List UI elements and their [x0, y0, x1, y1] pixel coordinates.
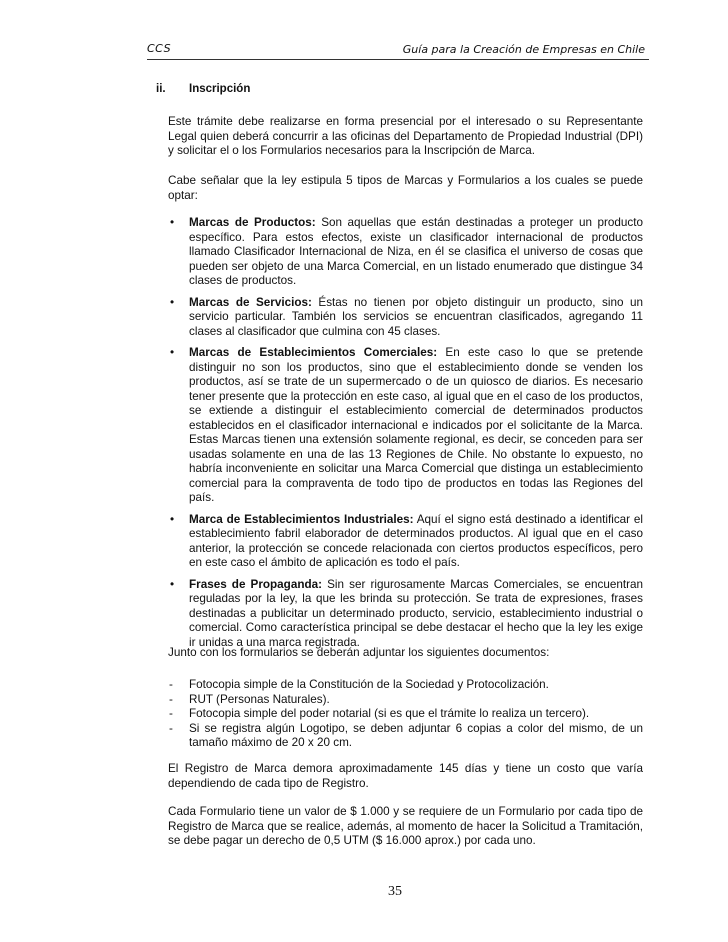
- document-text: RUT (Personas Naturales).: [189, 692, 330, 706]
- bullet-text: Son aquellas que están destinadas a proteger un producto específico. Para estos efectos, existe un clasificador internacional de productos llamado Clasificador Internacional de Niza, en él se clasifica el universo de cosas que pueden ser objeto de una Marca Comercial, en un listado enumerado que distingue 34 clases de productos.: [189, 216, 643, 287]
- header-title: Guía para la Creación de Empresas en Chile: [402, 43, 645, 56]
- page-number: 35: [388, 884, 402, 899]
- page-header: [147, 41, 649, 60]
- documents-list: [168, 678, 643, 751]
- document-text: Fotocopia simple de la Constitución de la Sociedad y Protocolización.: [189, 678, 549, 691]
- types-intro-paragraph: Cabe señalar que la ley estipula 5 tipos de Marcas y Formularios a los cuales se puede optar:: [168, 174, 643, 202]
- bullet-text: Sin ser rigurosamente Marcas Comerciales, se encuentran reguladas por la ley, la que les brinda su protección. Se trata de expresiones, frases destinadas a publicitar un determinado producto, servicio, establecimiento industrial o comercial. Como característica principal se debe destacar el hecho que la ley les exige ir unidas a una marca registrada.: [189, 577, 643, 649]
- list-item: [168, 296, 643, 340]
- section-heading: [156, 82, 250, 97]
- bullet-marker: •: [170, 512, 175, 526]
- bullet-text: Éstas no tienen por objeto distinguir un producto, sino un servicio particular. También los servicios se encuentran clasificados, agregando 11 clases al clasificador que culmina con 45 clases.: [189, 295, 643, 338]
- section-number: ii.: [156, 83, 166, 95]
- bullet-term: Marca de Establecimientos Industriales:: [189, 512, 414, 526]
- bullet-marker: •: [170, 577, 175, 591]
- document-text: Fotocopia simple del poder notarial (si es que el trámite lo realiza un tercero).: [189, 707, 590, 720]
- brand-types-list: [168, 216, 643, 657]
- bullet-text: Aquí el signo está destinado a identificar el establecimiento fabril elaborador de determinados productos. Al igual que en el caso anterior, la protección se concede relacionada con ciertos productos específicos, pero en este caso el ámbito de aplicación es todo el país.: [189, 512, 643, 569]
- documents-intro-paragraph: Junto con los formularios se deberán adjuntar los siguientes documentos:: [168, 646, 550, 659]
- bullet-term: Marcas de Establecimientos Comerciales:: [189, 346, 438, 359]
- dash-marker: -: [169, 678, 173, 691]
- bullet-marker: •: [170, 216, 175, 229]
- list-item: [168, 707, 643, 722]
- registration-time-paragraph: El Registro de Marca demora aproximadamente 145 días y tiene un costo que varía dependiendo de cada tipo de Registro.: [168, 762, 643, 790]
- list-item: [168, 722, 643, 751]
- list-item: [168, 346, 643, 506]
- bullet-term: Marcas de Productos:: [189, 216, 316, 229]
- bullet-marker: •: [170, 295, 175, 309]
- dash-marker: -: [169, 707, 173, 720]
- cost-paragraph: Cada Formulario tiene un valor de $ 1.000 y se requiere de un Formulario por cada tipo de Registro de Marca que se realice, además, al momento de hacer la Solicitud a Tramitación, se debe pagar un derecho de 0,5 UTM ($ 16.000 aprox.) por cada uno.: [168, 805, 643, 847]
- list-item: [168, 513, 643, 571]
- bullet-term: Frases de Propaganda:: [189, 577, 322, 591]
- section-title: Inscripción: [189, 83, 251, 95]
- list-item: [168, 693, 643, 708]
- list-item: [168, 216, 643, 289]
- document-text: Si se registra algún Logotipo, se deben adjuntar 6 copias a color del mismo, de un tamaño máximo de 20 x 20 cm.: [189, 721, 643, 749]
- intro-paragraph: Este trámite debe realizarse en forma presencial por el interesado o su Representante Legal quien deberá concurrir a las oficinas del Departamento de Propiedad Industrial (DPI) y solicitar el o los Formularios necesarios para la Inscripción de Marca.: [168, 115, 643, 157]
- header-org: CCS: [147, 42, 172, 55]
- dash-marker: -: [169, 692, 173, 706]
- bullet-marker: •: [170, 346, 175, 359]
- bullet-term: Marcas de Servicios:: [189, 295, 312, 309]
- list-item: [168, 578, 643, 651]
- list-item: [168, 678, 643, 693]
- bullet-text: En este caso lo que se pretende distinguir no son los productos, sino que el establecimiento donde se venden los productos, así se trate de un supermercado o de un quiosco de diarios. Es necesario tener presente que la protección en este caso, al igual que en el caso de los productos, se extiende a distinguir el establecimiento comercial de determinados productos establecidos en el clasificador internacional e indicados por el solicitante de la Marca. Estas Marcas tienen una extensión solamente regional, es decir, se conceden para ser usadas solamente en una de las 13 Regiones de Chile. No obstante lo expuesto, no habría inconveniente en solicitar una Marca Comercial que distinga un establecimiento comercial para la compraventa de todo tipo de productos en todas las Regiones del país.: [189, 346, 644, 504]
- dash-marker: -: [169, 721, 173, 735]
